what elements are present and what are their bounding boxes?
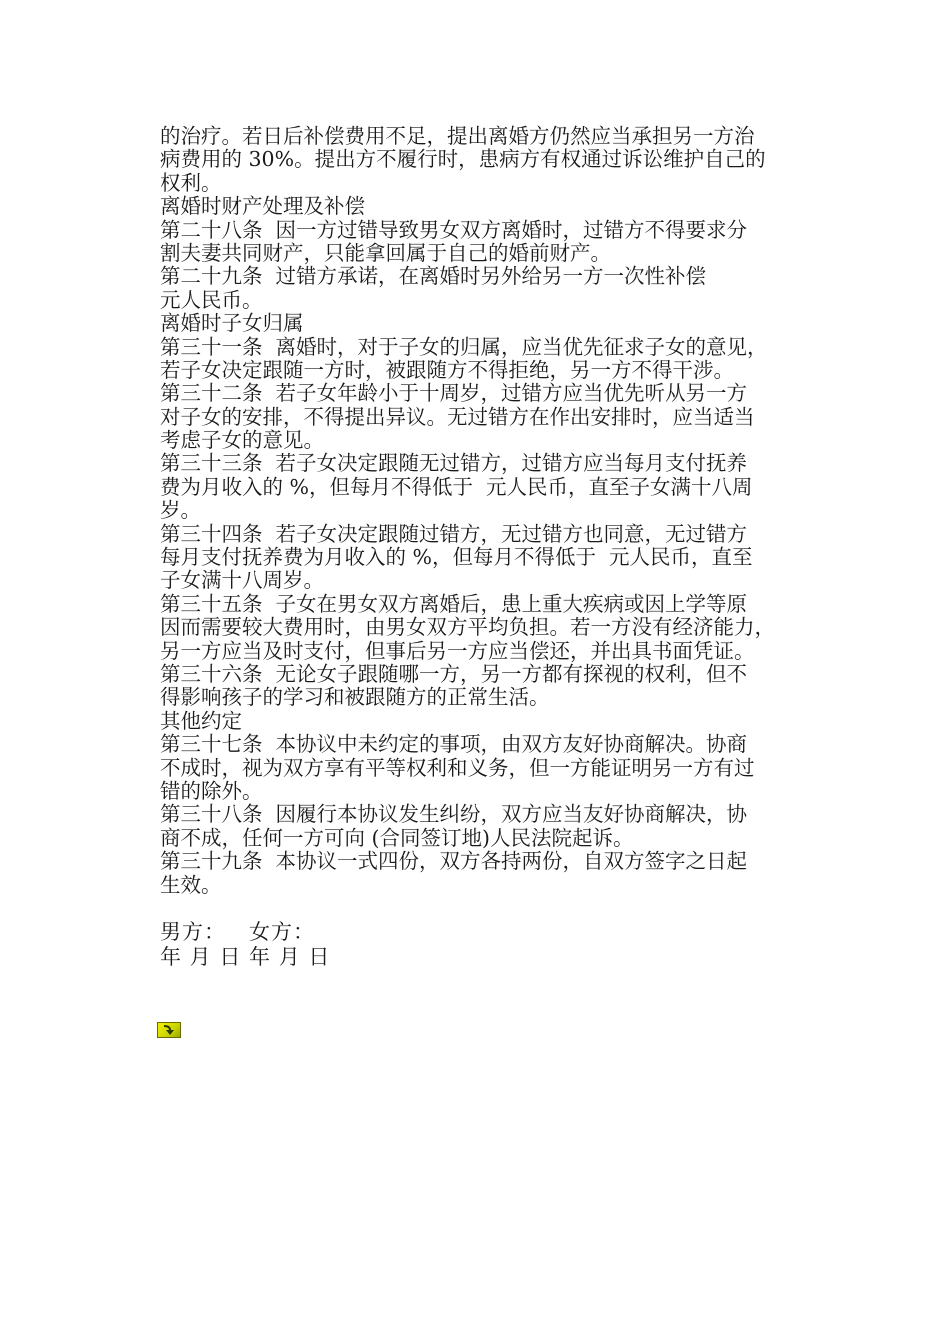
text-line: 第三十六条 无论女子跟随哪一方，另一方都有探视的权利，但不 [160,661,748,686]
document-link-icon[interactable] [157,1022,181,1038]
text-line: 错的除外。 [160,778,263,803]
text-line: 另一方应当及时支付，但事后另一方应当偿还，并出具书面凭证。 [160,638,755,663]
document-body [160,125,808,970]
text-line: 第三十四条 若子女决定跟随过错方，无过错方也同意，无过错方 [160,521,748,546]
text-line: 若子女决定跟随一方时，被跟随方不得拒绝，另一方不得干涉。 [160,357,734,382]
text-line: 权利。 [160,170,222,195]
text-line: 每月支付抚养费为月收入的 %，但每月不得低于 元人民币，直至 [160,545,753,570]
text-line: 生效。 [160,872,222,897]
text-line: 考虑子女的意见。 [160,428,324,453]
text-line: 第二十九条 过错方承诺，在离婚时另外给另一方一次性补偿 [160,264,707,289]
text-line: 病费用的 30%。提出方不履行时，患病方有权通过诉讼维护自己的 [160,147,766,172]
section-heading: 其他约定 [160,708,242,733]
section-heading: 离婚时财产处理及补偿 [160,194,365,219]
text-line: 第三十八条 因履行本协议发生纠纷，双方应当友好协商解决，协 [160,802,748,827]
text-line: 割夫妻共同财产，只能拿回属于自己的婚前财产。 [160,240,611,265]
arrow-icon [158,1023,180,1037]
text-line: 子女满十八周岁。 [160,568,324,593]
text-line: 第三十三条 若子女决定跟随无过错方，过错方应当每月支付抚养 [160,451,748,476]
text-line: 元人民币。 [160,287,263,312]
text-line: 商不成，任何一方可向 (合同签订地)人民法院起诉。 [160,825,634,850]
text-line: 岁。 [160,498,201,523]
text-line: 费为月收入的 %，但每月不得低于 元人民币，直至子女满十八周 [160,474,753,499]
blank-line [160,897,808,920]
text-line: 因而需要较大费用时，由男女双方平均负担。若一方没有经济能力， [160,615,775,640]
signature-date: 年 月 日 年 月 日 [160,945,331,970]
text-line: 对子女的安排，不得提出异议。无过错方在作出安排时，应当适当 [160,404,755,429]
text-line: 第三十九条 本协议一式四份，双方各持两份，自双方签字之日起 [160,849,748,874]
text-line: 第三十五条 子女在男女双方离婚后，患上重大疾病或因上学等原 [160,591,748,616]
text-line: 第三十七条 本协议中未约定的事项，由双方友好协商解决。协商 [160,732,748,757]
signature-parties: 男方： 女方： [160,920,316,945]
text-line: 第三十一条 离婚时，对于子女的归属，应当优先征求子女的意见， [160,334,768,359]
text-line: 得影响孩子的学习和被跟随方的正常生活。 [160,685,550,710]
text-line: 第三十二条 若子女年龄小于十周岁，过错方应当优先听从另一方 [160,381,748,406]
text-line: 不成时，视为双方享有平等权利和义务，但一方能证明另一方有过 [160,755,755,780]
text-line: 的治疗。若日后补偿费用不足，提出离婚方仍然应当承担另一方治 [160,124,755,148]
section-heading: 离婚时子女归属 [160,311,304,336]
text-line: 第二十八条 因一方过错导致男女双方离婚时，过错方不得要求分 [160,217,748,242]
